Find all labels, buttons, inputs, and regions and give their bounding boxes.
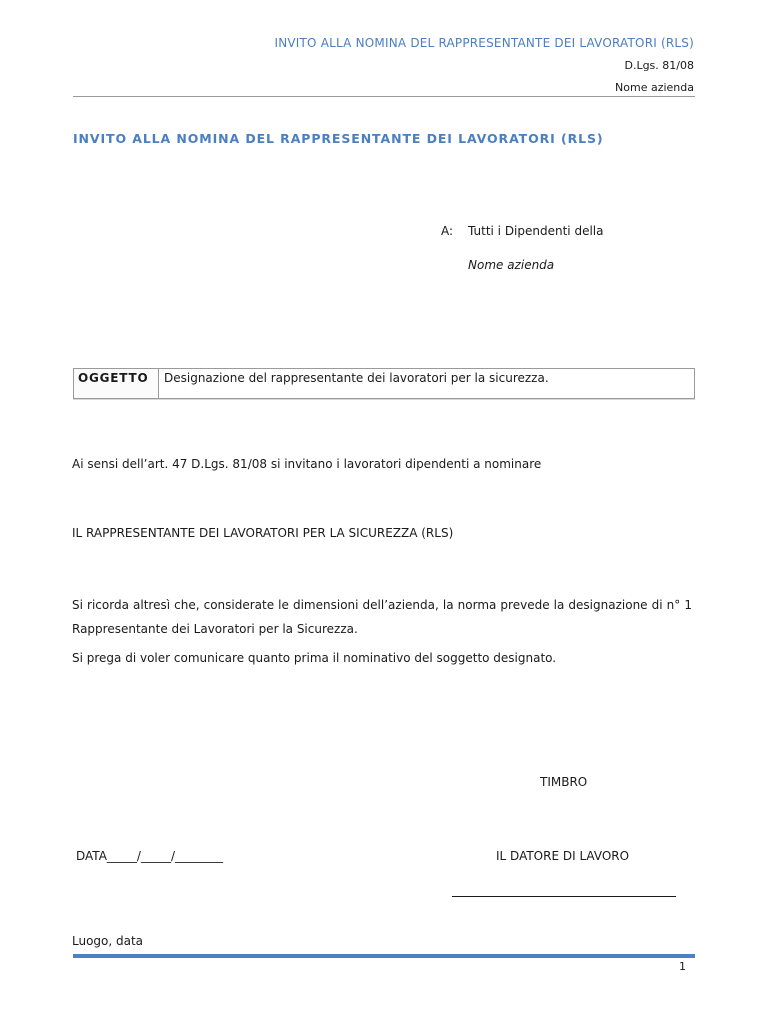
subject-text: Designazione del rappresentante dei lavoratori per la sicurezza.	[164, 371, 549, 385]
employer-label: IL DATORE DI LAVORO	[496, 849, 630, 863]
subject-box	[73, 368, 695, 399]
footer-accent-bar	[73, 954, 695, 958]
document-title: INVITO ALLA NOMINA DEL RAPPRESENTANTE DEI LAVORATORI (RLS)	[73, 131, 604, 146]
header-law-reference: D.Lgs. 81/08	[624, 59, 694, 72]
subject-label: OGGETTO	[74, 369, 159, 398]
recipient-prefix: A:	[441, 224, 454, 238]
stamp-label: TIMBRO	[540, 775, 588, 789]
body-paragraph-role: IL RAPPRESENTANTE DEI LAVORATORI PER LA SICUREZZA (RLS)	[72, 526, 454, 540]
header-divider	[73, 96, 695, 97]
signature-line	[452, 896, 676, 897]
header-company-name: Nome azienda	[615, 81, 694, 94]
header-title: INVITO ALLA NOMINA DEL RAPPRESENTANTE DEI LAVORATORI (RLS)	[274, 36, 694, 50]
recipient-company: Nome azienda	[468, 258, 555, 272]
recipient-line: Tutti i Dipendenti della	[468, 224, 604, 238]
body-paragraph-intro: Ai sensi dell’art. 47 D.Lgs. 81/08 si invitano i lavoratori dipendenti a nominare	[72, 457, 542, 471]
body-paragraph-reminder: Si ricorda altresì che, considerate le dimensioni dell’azienda, la norma prevede la designazione di n° 1 Rappresentante dei Lavoratori per la Sicurezza.	[72, 598, 692, 636]
page-number: 1	[679, 960, 686, 973]
body-paragraph-request: Si prega di voler comunicare quanto prima il nominativo del soggetto designato.	[72, 651, 557, 665]
place-date-label: Luogo, data	[72, 934, 144, 948]
date-field: DATA_____/_____/________	[76, 849, 223, 863]
